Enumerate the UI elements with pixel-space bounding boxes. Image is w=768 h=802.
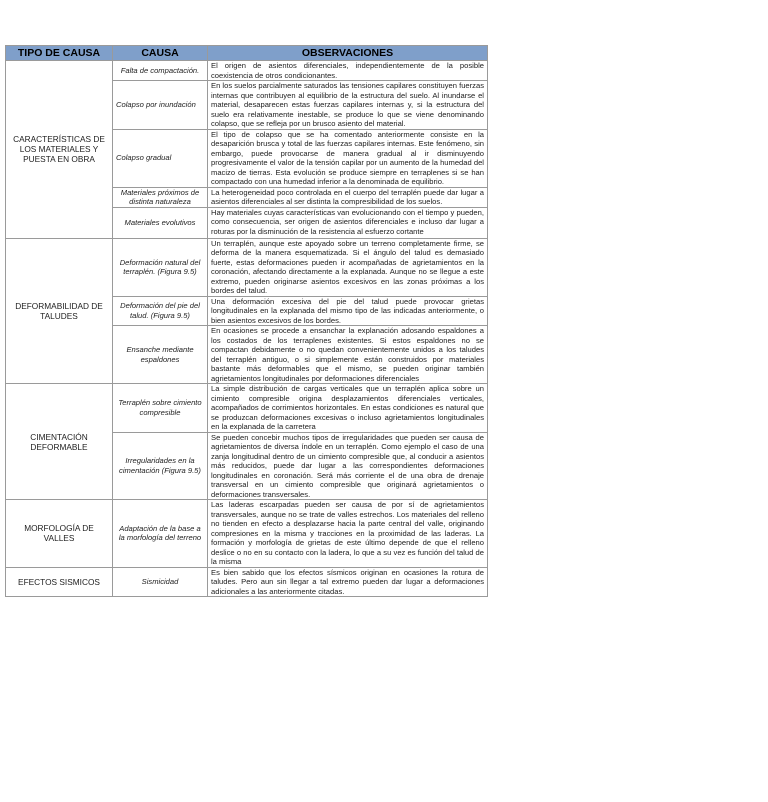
observation-cell: Se pueden concebir muchos tipos de irregularidades que pueden ser causa de agrietamientos de diversa índole en un terraplén. Como ejemplo el caso de una zanja longitudinal dentro de un cimiento compresible que, al conducir a asientos más reducidos, puede dar lugar a las correspondientes deformaciones longitudinales en coronación. Será más corriente el de una obra de drenaje transversal en un cimiento compresible que originará agrietamientos o deformaciones transversales. (208, 432, 488, 500)
observation-cell: Las laderas escarpadas pueden ser causa de por sí de agrietamientos transversales, aunque no se trate de valles estrechos. Los materiales del relleno no tienden en efecto a desplazarse hacia la parte central del valle, originando compresiones en la misma y tracciones en la proximidad de las laderas. La formación y morfología de grietas de este último depende de que el relleno deslice o no en su contacto con la ladera, lo que a su vez es función del talud de la misma (208, 500, 488, 568)
cause-type-cell: CARACTERÍSTICAS DE LOS MATERIALES Y PUESTA EN OBRA (6, 61, 113, 239)
cause-cell: Adaptación de la base a la morfología del terreno (113, 500, 208, 568)
header-tipo-de-causa: TIPO DE CAUSA (6, 46, 113, 61)
cause-type-cell: DEFORMABILIDAD DE TALUDES (6, 238, 113, 384)
observation-cell: El tipo de colapso que se ha comentado anteriormente consiste en la desaparición brusca y total de las fuerzas capilares internas. Este fenómeno, sin embargo, puede provocarse de manera gradual al ir disminuyendo progresivamente el valor de la tensión capilar por un aumento de la humedad del macizo de tierras. Esta evolución se produce siempre en terraplenes si se han compactado con una humedad inferior a la denominada de equilibrio. (208, 129, 488, 187)
cause-cell: Colapso por inundación (113, 81, 208, 130)
observation-cell: La heterogeneidad poco controlada en el cuerpo del terraplén puede dar lugar a asientos diferenciales al ser distinta la compresibilidad de los suelos. (208, 187, 488, 207)
causes-table (5, 45, 488, 597)
table-row (6, 384, 488, 433)
cause-type-cell: EFECTOS SISMICOS (6, 567, 113, 597)
table-body (6, 61, 488, 597)
cause-cell: Colapso gradual (113, 129, 208, 187)
cause-type-cell: CIMENTACIÓN DEFORMABLE (6, 384, 113, 500)
observation-cell: En los suelos parcialmente saturados las tensiones capilares constituyen fuerzas internas que contribuyen al equilibrio de la estructura del suelo. Al inundarse el material, desaparecen estas fuerzas capilares internas y, si la estructura del suelo era relativamente inestable, se produce lo que se viene denominando colapso, que se refleja por un brusco asiento del material. (208, 81, 488, 130)
cause-cell: Sismicidad (113, 567, 208, 597)
header-causa: CAUSA (113, 46, 208, 61)
cause-cell: Falta de compactación. (113, 61, 208, 81)
table-row (6, 500, 488, 568)
cause-cell: Irregularidades en la cimentación (Figura 9.5) (113, 432, 208, 500)
observation-cell: El origen de asientos diferenciales, independientemente de la posible coexistencia de otros condicionantes. (208, 61, 488, 81)
observation-cell: Es bien sabido que los efectos sísmicos originan en ocasiones la rotura de taludes. Pero aun sin llegar a tal extremo pueden dar lugar a deformaciones adicionales a las anteriormente citadas. (208, 567, 488, 597)
observation-cell: Hay materiales cuyas características van evolucionando con el tiempo y pueden, como consecuencia, ser origen de asientos diferenciales e incluso dar lugar a roturas por la disminución de la resistencia al esfuerzo cortante (208, 207, 488, 238)
cause-type-cell: MORFOLOGÍA DE VALLES (6, 500, 113, 568)
observation-cell: Un terraplén, aunque este apoyado sobre un terreno completamente firme, se deforma de la manera esquematizada. Si el ángulo del talud es demasiado fuerte, estas deformaciones pueden ir acompañadas de agrietamientos en la coronación, afectando directamente a la explanada. Aunque no se llegue a este extremo, pueden originarse asientos excesivos en las zonas próximas a los bordes del talud. (208, 238, 488, 296)
observation-cell: Una deformación excesiva del pie del talud puede provocar grietas longitudinales en la explanada del mismo tipo de las indicadas anteriormente, o bien asientos excesivos de los bordes. (208, 296, 488, 326)
observation-cell: En ocasiones se procede a ensanchar la explanación adosando espaldones a los costados de los terraplenes existentes. Si estos espaldones no se compactan debidamente o no quedan convenientemente unidos a los taludes del terraplén antiguo, o si simplemente están construidos por materiales bastante más deformables que el mismo, se pueden originar también agrietamientos longitudinales por deformaciones diferenciales (208, 326, 488, 384)
cause-cell: Deformación del pie del talud. (Figura 9.5) (113, 296, 208, 326)
cause-cell: Materiales próximos de distinta naturaleza (113, 187, 208, 207)
cause-cell: Deformación natural del terraplén. (Figura 9.5) (113, 238, 208, 296)
table-row (6, 567, 488, 597)
observation-cell: La simple distribución de cargas verticales que un terraplén aplica sobre un cimiento compresible origina desplazamientos diferenciales verticales, acompañados de corrimientos horizontales. En estas condiciones es natural que se produzcan deformaciones excesivas o incluso agrietamientos longitudinales en la explanada de la carretera (208, 384, 488, 433)
header-row (6, 46, 488, 61)
header-observaciones: OBSERVACIONES (208, 46, 488, 61)
cause-cell: Terraplén sobre cimiento compresible (113, 384, 208, 433)
cause-cell: Ensanche mediante espaldones (113, 326, 208, 384)
table-row (6, 238, 488, 296)
table-row (6, 61, 488, 81)
cause-cell: Materiales evolutivos (113, 207, 208, 238)
